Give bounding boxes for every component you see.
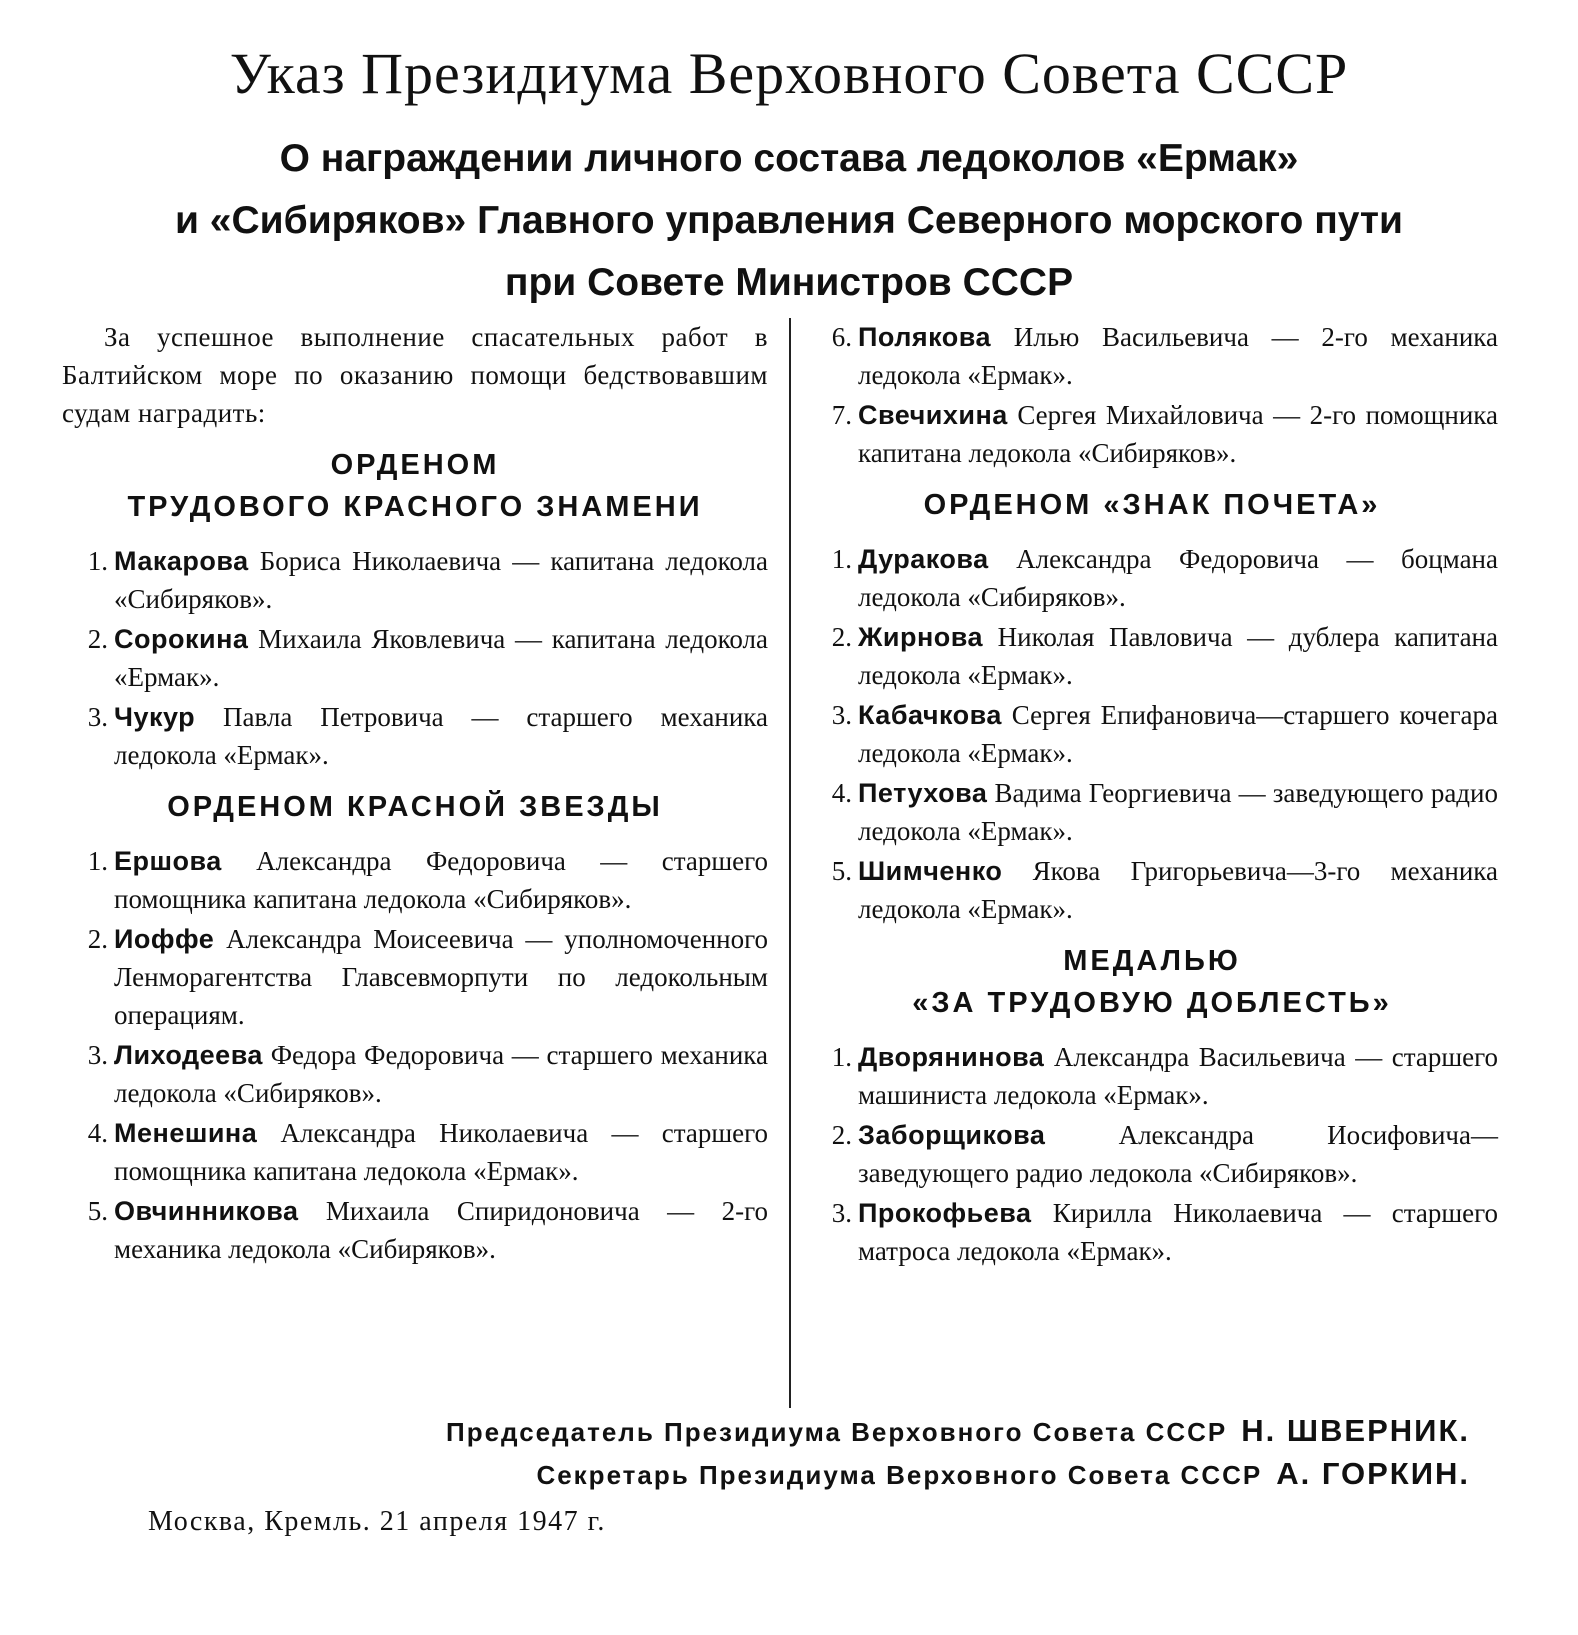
awardee-details: Александра Иосифовича— заведующего радио ледокола «Сибиряков». bbox=[858, 1120, 1498, 1188]
awardee-details: Николая Павловича — дублера капитана ледокола «Ермак». bbox=[858, 622, 1498, 690]
awardee-details: Александра Федоровича — боцмана ледокола «Сибиряков». bbox=[858, 544, 1498, 612]
item-number: 7. bbox=[831, 400, 852, 430]
award-item bbox=[62, 620, 768, 696]
awardee-details: Бориса Николаевича — капитана ледокола «Сибиряков». bbox=[114, 546, 768, 614]
award-item bbox=[62, 698, 768, 774]
section-heading-line: ОРДЕНОМ bbox=[330, 449, 500, 481]
award-item bbox=[62, 1036, 768, 1112]
award-list-red-star-continued bbox=[806, 318, 1498, 472]
right-column bbox=[806, 318, 1498, 1282]
section-heading-badge-of-honor bbox=[806, 484, 1498, 526]
awardee-details: Александра Моисеевича — уполномоченного Ленморагентства Главсевморпути по ледокольным операциям. bbox=[114, 924, 768, 1030]
awardee-details: Кирилла Николаевича — старшего матроса ледокола «Ермак». bbox=[858, 1198, 1498, 1266]
award-item bbox=[62, 542, 768, 618]
awardee-surname: Заборщикова bbox=[858, 1120, 1046, 1150]
award-item bbox=[806, 396, 1498, 472]
signature-block bbox=[60, 1410, 1470, 1496]
item-number: 1. bbox=[831, 1042, 852, 1072]
awardee-details: Якова Григорьевича—3-го механика ледокола «Ермак». bbox=[858, 856, 1498, 924]
item-number: 1. bbox=[87, 846, 108, 876]
column-divider bbox=[789, 318, 791, 1408]
award-item bbox=[806, 540, 1498, 616]
awardee-surname: Полякова bbox=[858, 322, 992, 352]
awardee-details: Федора Федоровича — старшего механика ледокола «Сибиряков». bbox=[114, 1040, 768, 1108]
award-item bbox=[62, 842, 768, 918]
item-number: 4. bbox=[87, 1118, 108, 1148]
awardee-surname: Петухова bbox=[858, 778, 988, 808]
awardee-surname: Сорокина bbox=[114, 624, 249, 654]
item-number: 2. bbox=[831, 1120, 852, 1150]
award-item bbox=[806, 1116, 1498, 1192]
item-number: 4. bbox=[831, 778, 852, 808]
item-number: 3. bbox=[87, 1040, 108, 1070]
awardee-surname: Свечихина bbox=[858, 400, 1008, 430]
secretary-signature bbox=[60, 1453, 1470, 1496]
awardee-details: Михаила Спиридоновича — 2-го механика ледокола «Сибиряков». bbox=[114, 1196, 768, 1264]
subtitle-line: при Совете Министров СССР bbox=[504, 261, 1074, 304]
intro-paragraph: За успешное выполнение спасательных работ в Балтийском море по оказанию помощи бедствовавшим судам наградить: bbox=[62, 322, 768, 428]
section-heading-labor-red-banner bbox=[62, 444, 768, 528]
section-heading-line: «ЗА ТРУДОВУЮ ДОБЛЕСТЬ» bbox=[912, 987, 1392, 1019]
award-item bbox=[62, 920, 768, 1034]
award-item bbox=[62, 1192, 768, 1268]
awardee-surname: Иоффе bbox=[114, 924, 215, 954]
award-item bbox=[806, 852, 1498, 928]
awardee-surname: Жирнова bbox=[858, 622, 984, 652]
awardee-surname: Дворянинова bbox=[858, 1042, 1045, 1072]
award-item bbox=[806, 1038, 1498, 1114]
signatory-role: Секретарь Президиума Верховного Совета СССР bbox=[536, 1460, 1263, 1490]
item-number: 3. bbox=[87, 702, 108, 732]
section-heading-line: ОРДЕНОМ «ЗНАК ПОЧЕТА» bbox=[923, 489, 1381, 521]
awardee-details: Сергея Михайловича — 2-го помощника капитана ледокола «Сибиряков». bbox=[858, 400, 1498, 468]
item-number: 1. bbox=[87, 546, 108, 576]
signatory-name: Н. ШВЕРНИК. bbox=[1241, 1413, 1470, 1448]
award-item bbox=[806, 774, 1498, 850]
awardee-surname: Менешина bbox=[114, 1118, 258, 1148]
item-number: 3. bbox=[831, 1198, 852, 1228]
left-column bbox=[62, 318, 768, 1280]
award-item bbox=[806, 618, 1498, 694]
award-list-labor-red-banner bbox=[62, 542, 768, 774]
award-list-labor-valor-medal bbox=[806, 1038, 1498, 1270]
awardee-details: Вадима Георгиевича — заведующего радио ледокола «Ермак». bbox=[858, 778, 1498, 846]
section-heading-line: ОРДЕНОМ КРАСНОЙ ЗВЕЗДЫ bbox=[167, 791, 663, 823]
award-item bbox=[806, 696, 1498, 772]
awardee-details: Михаила Яковлевича — капитана ледокола «Ермак». bbox=[114, 624, 768, 692]
item-number: 1. bbox=[831, 544, 852, 574]
place-and-date: Москва, Кремль. 21 апреля 1947 г. bbox=[148, 1506, 606, 1537]
awardee-surname: Макарова bbox=[114, 546, 249, 576]
subtitle-line: и «Сибиряков» Главного управления Северного морского пути bbox=[174, 199, 1404, 242]
awardee-details: Сергея Епифановича—старшего кочегара ледокола «Ермак». bbox=[858, 700, 1498, 768]
decree-title: Указ Президиума Верховного Совета СССР bbox=[229, 41, 1349, 106]
section-heading-red-star bbox=[62, 786, 768, 828]
item-number: 3. bbox=[831, 700, 852, 730]
section-heading-line: МЕДАЛЬЮ bbox=[1063, 945, 1241, 977]
awardee-surname: Чукур bbox=[114, 702, 196, 732]
awardee-surname: Прокофьева bbox=[858, 1198, 1032, 1228]
awardee-details: Александра Федоровича — старшего помощника капитана ледокола «Сибиряков». bbox=[114, 846, 768, 914]
awardee-details: Илью Васильевича — 2-го механика ледокола «Ермак». bbox=[858, 322, 1498, 390]
awardee-surname: Лиходеева bbox=[114, 1040, 263, 1070]
item-number: 5. bbox=[831, 856, 852, 886]
subtitle-line: О награждении личного состава ледоколов «Ермак» bbox=[279, 137, 1299, 180]
decree-subtitle bbox=[60, 128, 1518, 314]
section-heading-line: ТРУДОВОГО КРАСНОГО ЗНАМЕНИ bbox=[127, 491, 703, 523]
award-list-badge-of-honor bbox=[806, 540, 1498, 928]
awardee-surname: Шимченко bbox=[858, 856, 1003, 886]
award-list-red-star bbox=[62, 842, 768, 1268]
award-item bbox=[62, 1114, 768, 1190]
awardee-details: Александра Васильевича — старшего машиниста ледокола «Ермак». bbox=[858, 1042, 1498, 1110]
signatory-role: Председатель Президиума Верховного Совета СССР bbox=[446, 1417, 1228, 1447]
award-item bbox=[806, 318, 1498, 394]
awardee-surname: Овчинникова bbox=[114, 1196, 299, 1226]
item-number: 2. bbox=[87, 924, 108, 954]
item-number: 6. bbox=[831, 322, 852, 352]
awardee-details: Павла Петровича — старшего механика ледокола «Ермак». bbox=[114, 702, 768, 770]
item-number: 2. bbox=[831, 622, 852, 652]
section-heading-labor-valor-medal bbox=[806, 940, 1498, 1024]
chairman-signature bbox=[60, 1410, 1470, 1453]
award-item bbox=[806, 1194, 1498, 1270]
awardee-surname: Дуракова bbox=[858, 544, 989, 574]
item-number: 5. bbox=[87, 1196, 108, 1226]
signatory-name: А. ГОРКИН. bbox=[1276, 1456, 1470, 1491]
awardee-surname: Кабачкова bbox=[858, 700, 1002, 730]
awardee-surname: Ершова bbox=[114, 846, 222, 876]
awardee-details: Александра Николаевича — старшего помощника капитана ледокола «Ермак». bbox=[114, 1118, 768, 1186]
item-number: 2. bbox=[87, 624, 108, 654]
